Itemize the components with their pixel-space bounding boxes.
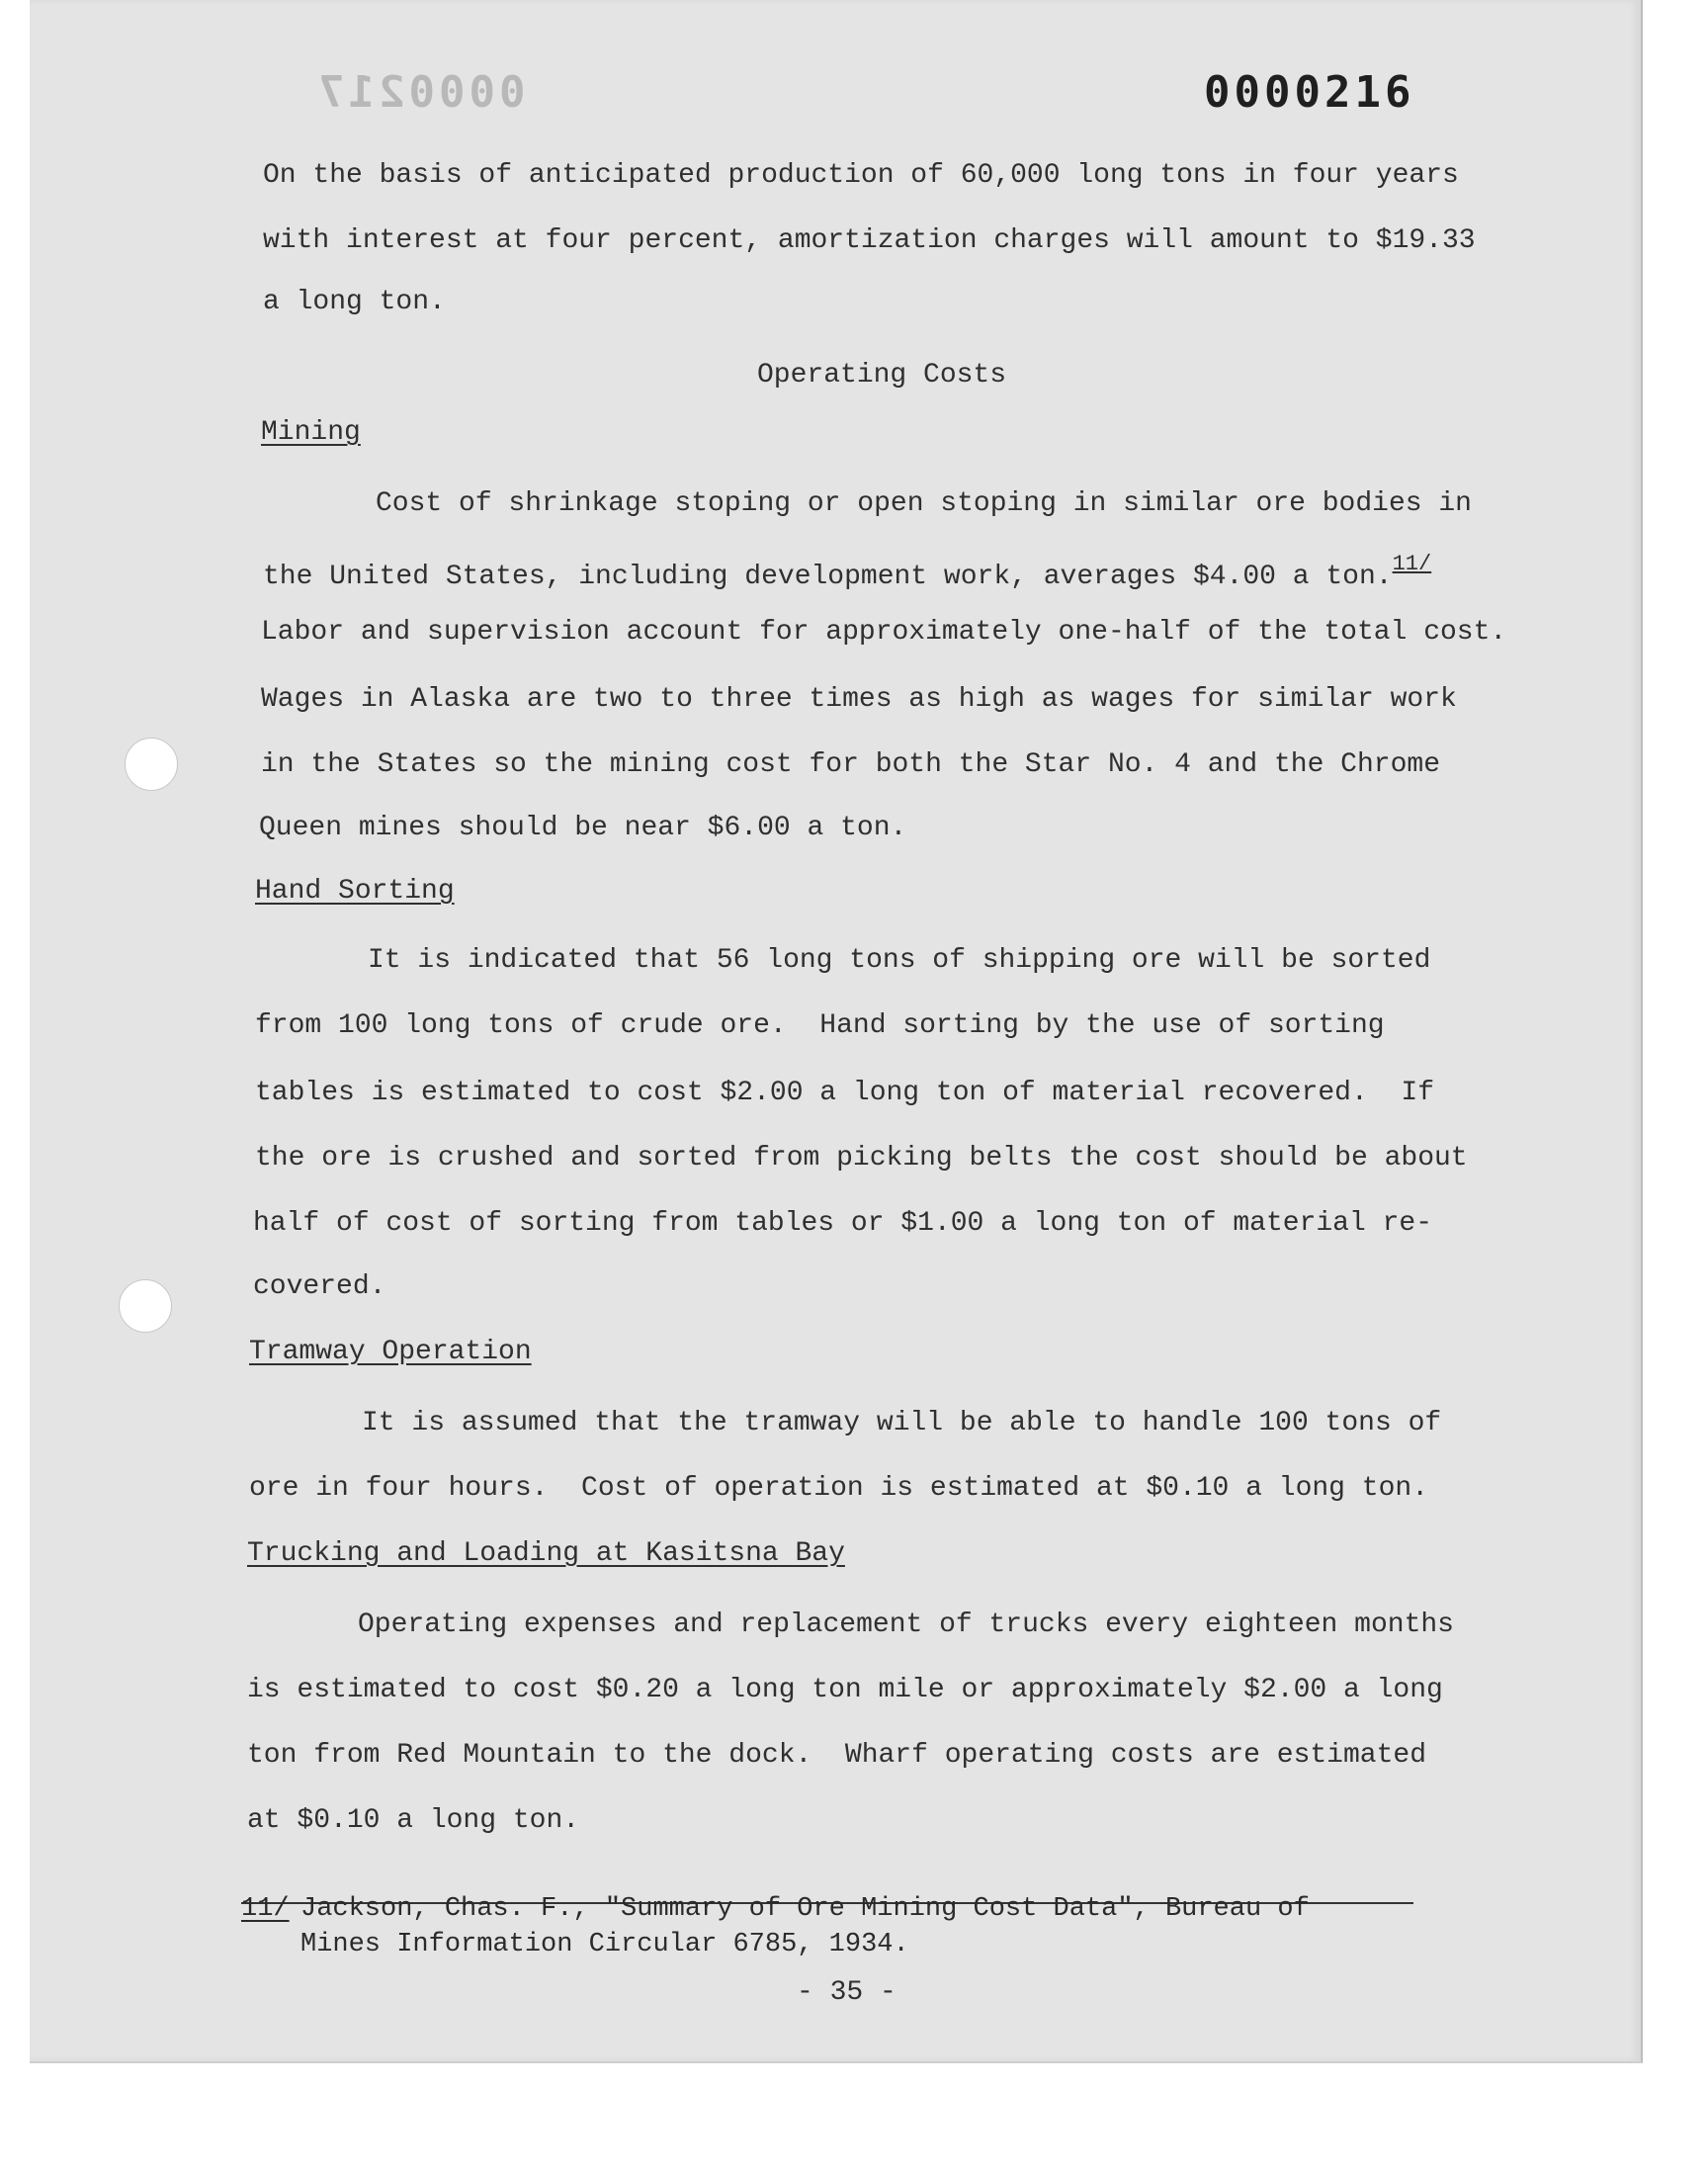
- trucking-heading: Trucking and Loading at Kasitsna Bay: [247, 1538, 845, 1569]
- tramway-line-1: It is assumed that the tramway will be able to handle 100 tons of: [362, 1408, 1442, 1438]
- intro-line-1: On the basis of anticipated production of 60,000 long tons in four years: [263, 160, 1459, 191]
- footnote-line-1: Jackson, Chas. F., "Summary of Ore Mining Cost Data", Bureau of: [300, 1894, 1310, 1924]
- mining-line-5: in the States so the mining cost for both the Star No. 4 and the Chrome: [261, 749, 1440, 780]
- trucking-line-2: is estimated to cost $0.20 a long ton mile or approximately $2.00 a long: [247, 1675, 1443, 1705]
- punch-hole-upper: [125, 738, 178, 791]
- mining-line-3: Labor and supervision account for approximately one-half of the total cost.: [261, 617, 1507, 648]
- footnote-marker: 11/: [241, 1894, 290, 1924]
- mining-heading: Mining: [261, 417, 361, 448]
- hand-sorting-line-2: from 100 long tons of crude ore. Hand sorting by the use of sorting: [255, 1010, 1385, 1041]
- intro-line-3: a long ton.: [263, 287, 446, 317]
- hand-sorting-line-3: tables is estimated to cost $2.00 a long ton of material recovered. If: [255, 1078, 1434, 1108]
- footnote-reference: 11/: [1392, 552, 1432, 576]
- mining-line-1: Cost of shrinkage stoping or open stoping in similar ore bodies in: [376, 488, 1472, 519]
- mining-line-4: Wages in Alaska are two to three times as high as wages for similar work: [261, 684, 1457, 715]
- tramway-heading: Tramway Operation: [249, 1337, 532, 1367]
- mining-line-2-text: the United States, including development work, averages $4.00 a ton.: [263, 562, 1393, 592]
- trucking-line-1: Operating expenses and replacement of trucks every eighteen months: [358, 1610, 1454, 1640]
- punch-hole-lower: [119, 1279, 172, 1333]
- hand-sorting-line-6: covered.: [253, 1271, 386, 1302]
- hand-sorting-line-5: half of cost of sorting from tables or $1.00 a long ton of material re-: [253, 1208, 1432, 1239]
- section-title: Operating Costs: [757, 360, 1007, 391]
- bleed-through-stamp: 0000217: [314, 67, 526, 118]
- mining-line-6: Queen mines should be near $6.00 a ton.: [259, 813, 907, 843]
- page-number: - 35 -: [797, 1977, 897, 2008]
- mining-line-2: [263, 552, 1431, 592]
- trucking-line-4: at $0.10 a long ton.: [247, 1805, 580, 1836]
- trucking-line-3: ton from Red Mountain to the dock. Wharf operating costs are estimated: [247, 1740, 1426, 1771]
- hand-sorting-heading: Hand Sorting: [255, 876, 455, 907]
- hand-sorting-line-1: It is indicated that 56 long tons of shipping ore will be sorted: [368, 945, 1431, 976]
- hand-sorting-line-4: the ore is crushed and sorted from picking belts the cost should be about: [255, 1143, 1468, 1174]
- footnote-line-2: Mines Information Circular 6785, 1934.: [300, 1930, 909, 1959]
- tramway-line-2: ore in four hours. Cost of operation is estimated at $0.10 a long ton.: [249, 1473, 1428, 1504]
- intro-line-2: with interest at four percent, amortization charges will amount to $19.33: [263, 225, 1476, 256]
- document-number-stamp: 0000216: [1204, 67, 1415, 118]
